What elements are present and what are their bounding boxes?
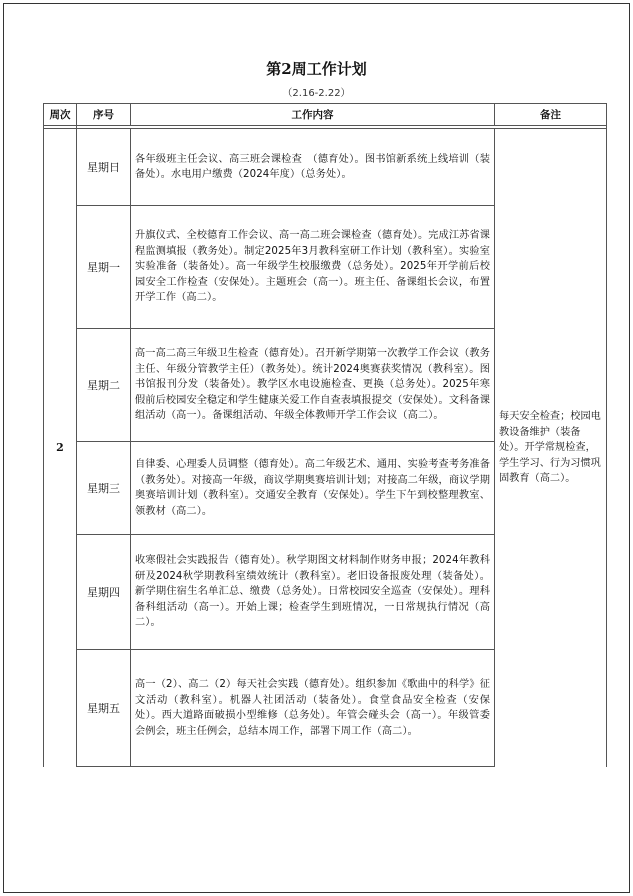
day-content: 高一（2）、高二（2）每天社会实践（德育处）。组织参加《歌曲中的科学》征文活动（教科室）。机器人社团活动（装备处）。食堂食品安全检查（安保处）。西大道路面破损小型维修（总务处）。年管会碰头会（高一）。年级管委会例会，班主任例会，总结本周工作，部署下周工作（高二）。 <box>131 650 495 767</box>
day-label: 星期五 <box>77 650 131 767</box>
day-content: 升旗仪式、全校德育工作会议、高一高二班会课检查（德育处）。完成江苏省课程监测填报（教务处）。制定2025年3月教科室研工作计划（教科室）。实验室实验准备（装备处）。高一年级学生校服缴费（总务处）。2025年开学前后校园安全工作检查（安保处）。主题班会（高一）。班主任、备课组长会议，布置开学工作（高二）。 <box>131 206 495 329</box>
table-header-row <box>44 104 607 126</box>
header-week: 周次 <box>44 104 77 126</box>
week-number: 2 <box>44 129 77 767</box>
date-range: （2.16-2.22） <box>282 88 351 99</box>
day-content: 收寒假社会实践报告（德育处）。秋学期图文材料制作财务申报；2024年教科研及2024秋学期教科室绩效统计（教科室）。老旧设备报废处理（装备处）。新学期住宿生名单汇总、缴费（总务处）。日常校园安全巡查（安保处）。理科备科组活动（高一）。开始上课；检查学生到班情况，一日常规执行情况（高二）。 <box>131 535 495 650</box>
day-content: 高一高二高三年级卫生检查（德育处）。召开新学期第一次教学工作会议（教务主任、年级分管教学主任）（教务处）。统计2024奥赛获奖情况（教科室）。图书馆报刊分发（装备处）。教学区水电设施检查、更换（总务处）。2025年寒假前后校园安全稳定和学生健康关爱工作自查表填报提交（安保处）。文科备课组活动（高一）。备课组活动、年级全体教师开学工作会议（高二）。 <box>131 329 495 442</box>
page-title: 第2周工作计划 <box>266 60 367 78</box>
day-content: 自律委、心理委人员调整（德育处）。高二年级艺术、通用、实验考查考务准备（教务处）。对接高一年级，商议学期奥赛培训计划；对接高二年级，商议学期奥赛培训计划（教科室）。交通安全教育（安保处）。学生下午到校整理教室、领教材（高二）。 <box>131 442 495 535</box>
day-content: 各年级班主任会议、高三班会课检查 （德育处）。图书馆新系统上线培训（装备处）。水电用户缴费（2024年度）（总务处）。 <box>131 129 495 206</box>
day-label: 星期一 <box>77 206 131 329</box>
day-label: 星期日 <box>77 129 131 206</box>
work-plan-table <box>43 103 607 767</box>
note-cell: 每天安全检查；校园电教设备维护（装备处）。开学常规检查，学生学习、行为习惯巩固教育（高二）。 <box>495 129 607 767</box>
header-note: 备注 <box>495 104 607 126</box>
day-label: 星期三 <box>77 442 131 535</box>
day-label: 星期四 <box>77 535 131 650</box>
table-row <box>44 129 607 206</box>
header-seq: 序号 <box>77 104 131 126</box>
day-label: 星期二 <box>77 329 131 442</box>
header-content: 工作内容 <box>131 104 495 126</box>
